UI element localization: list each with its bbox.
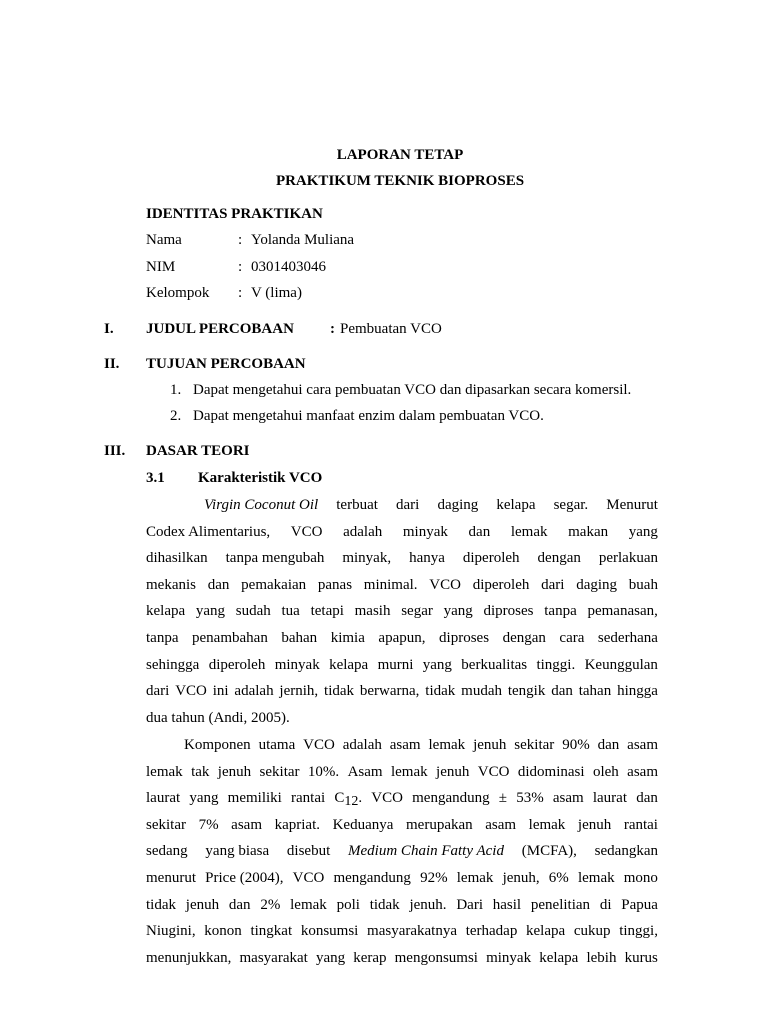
word: lemak [146, 763, 183, 780]
word: konon [204, 923, 242, 940]
word: tidak [369, 896, 400, 913]
word: dari [146, 683, 170, 700]
word: VCO [292, 869, 325, 886]
word: lemak [390, 763, 428, 780]
word: menunjukkan, [146, 949, 232, 966]
word: disebut [286, 843, 331, 860]
word: merupakan [406, 816, 473, 833]
word: didominasi [517, 763, 585, 780]
word: kapriat. [274, 816, 320, 833]
word: makan [568, 523, 609, 540]
word: Niugini, [146, 923, 196, 940]
section-title-tujuan: TUJUAN PERCOBAAN [146, 356, 306, 372]
document-title: LAPORAN TETAP [336, 147, 464, 163]
word: penelitian [530, 896, 591, 913]
word: Codex Alimentarius, [146, 523, 271, 540]
text-line [146, 519, 658, 546]
word: mengandung [412, 790, 490, 807]
word: tidak [425, 683, 456, 700]
word: minyak [402, 523, 448, 540]
word: tingkat [250, 923, 293, 940]
word: jenuh [577, 816, 612, 833]
word: VCO [290, 523, 323, 540]
word: pemanasan, [587, 603, 658, 620]
text-line [146, 652, 658, 679]
word: 53% [516, 790, 544, 807]
word: panas [317, 576, 353, 593]
word: masih [354, 603, 391, 620]
word: asam [627, 737, 658, 753]
word: asam [485, 816, 517, 833]
word: Menurut [606, 497, 658, 513]
list-item-text: Dapat mengetahui manfaat enzim dalam pembuatan VCO. [193, 408, 544, 424]
word: murni [377, 656, 414, 673]
word: laurat [592, 790, 628, 807]
word: kerap [353, 949, 387, 966]
word: memiliki [227, 790, 282, 807]
word: mudah [461, 683, 502, 700]
word: sekitar [146, 816, 186, 833]
word: kelapa [539, 949, 579, 966]
word: bahan [281, 629, 318, 646]
word: sekitar [514, 737, 555, 753]
word: mekanis [146, 576, 196, 593]
word: dan [468, 523, 491, 540]
word: 92% [420, 869, 448, 886]
word: mono [623, 869, 658, 886]
word: diperoleh [472, 576, 530, 593]
word: jenuh. [409, 896, 447, 913]
word: masyarakat [239, 949, 308, 966]
word: hasil [492, 896, 522, 913]
word: lemak [290, 896, 327, 913]
list-item-number: 2. [170, 408, 182, 424]
word: buah [628, 576, 658, 593]
section-title-judul: JUDUL PERCOBAAN [146, 321, 294, 337]
word: Medium Chain Fatty Acid [348, 843, 504, 860]
word: apapun, [378, 629, 426, 646]
word: sekitar [259, 763, 300, 780]
word: VCO [303, 737, 335, 753]
identity-value-nama: Yolanda Muliana [251, 232, 355, 248]
list-item-text: Dapat mengetahui cara pembuatan VCO dan dipasarkan secara komersil. [193, 382, 632, 398]
identity-value-kelompok: V (lima) [251, 285, 302, 301]
word: sedangkan [594, 843, 658, 860]
word: tidak [146, 896, 176, 913]
word: Keunggulan [584, 656, 658, 673]
word: jenuh [436, 763, 470, 780]
text-line [146, 492, 658, 519]
text-line [146, 812, 658, 839]
word: Keduanya [332, 816, 394, 833]
text-line [146, 838, 658, 865]
word: adalah [342, 737, 382, 753]
word: lemak [428, 737, 466, 753]
section-sep: : [330, 321, 335, 337]
identity-label-kelompok: Kelompok [146, 285, 210, 301]
word: adalah [343, 523, 383, 540]
word: kelapa [526, 923, 566, 940]
word: terbuat [336, 497, 378, 513]
word: segar. [553, 497, 589, 513]
subsection-title: Karakteristik VCO [198, 470, 323, 486]
word: tanpa mengubah [225, 550, 325, 567]
word: sudah [235, 603, 271, 620]
word: pemakaian [241, 576, 307, 593]
word: jenuh [473, 737, 507, 753]
word: mengonsumsi [394, 949, 478, 966]
word: lemak [456, 869, 494, 886]
word: kimia [330, 629, 365, 646]
word: VCO [175, 683, 207, 700]
word: menurut [146, 869, 196, 886]
section-number: I. [104, 321, 114, 337]
word: Komponen [184, 737, 251, 753]
word: daging [576, 576, 618, 593]
word: tidak [324, 683, 355, 700]
section-value-judul: Pembuatan VCO [340, 321, 442, 337]
section-title-dasar-teori: DASAR TEORI [146, 443, 250, 459]
word: cara [559, 629, 585, 646]
word: dihasilkan [146, 550, 208, 567]
word: (MCFA), [521, 843, 577, 860]
identity-heading: IDENTITAS PRAKTIKAN [146, 206, 323, 222]
document-subtitle: PRAKTIKUM TEKNIK BIOPROSES [275, 173, 525, 189]
word: lemak [510, 523, 548, 540]
identity-sep: : [238, 232, 243, 248]
word: yang biasa [205, 843, 270, 860]
text-line [146, 892, 658, 919]
word: masyarakatnya [367, 923, 457, 940]
word: mengandung [333, 869, 411, 886]
word: konsumsi [300, 923, 359, 940]
word: Virgin Coconut Oil [204, 497, 319, 513]
identity-label-nim: NIM [146, 259, 176, 275]
word: $C_{12}$. [334, 790, 363, 810]
word: dari [396, 497, 420, 513]
text-line [146, 678, 658, 705]
word: terhadap [465, 923, 518, 940]
word: jernih, [279, 683, 319, 700]
word: VCO [371, 790, 403, 807]
word: tahan [578, 683, 612, 700]
word: tua [281, 603, 300, 620]
word: tak [191, 763, 210, 780]
word: jenuh, [502, 869, 540, 886]
word: cukup [573, 923, 611, 940]
word: dan [597, 737, 620, 753]
section-number: III. [104, 443, 126, 459]
word: minyak, [342, 550, 392, 567]
word: kelapa [146, 603, 186, 620]
word: Papua [621, 896, 658, 913]
word: dan [636, 790, 658, 807]
word: asam [231, 816, 262, 833]
word: minyak [274, 656, 320, 673]
word: Price (2004), [205, 869, 284, 886]
word: yang [189, 790, 219, 807]
word: jenuh [185, 896, 220, 913]
word: rantai [291, 790, 326, 807]
word: yang [315, 949, 346, 966]
word: berwarna, [359, 683, 420, 700]
word: kelapa [496, 497, 536, 513]
word: dan [551, 683, 573, 700]
word: tinggi, [619, 923, 658, 940]
word: Dari [456, 896, 483, 913]
word: yang [195, 603, 226, 620]
word: dengan [502, 629, 546, 646]
word: dua tahun (Andi, 2005). [146, 709, 290, 726]
word: poli [336, 896, 360, 913]
word: VCO [477, 763, 510, 780]
word: 6% [548, 869, 569, 886]
word: yang [628, 523, 658, 540]
word: hanya [409, 550, 445, 567]
word: hingga [617, 683, 658, 700]
word: lemak [528, 816, 566, 833]
identity-sep: : [238, 285, 243, 301]
word: perlakuan [598, 550, 658, 567]
word: dan [228, 896, 251, 913]
word: VCO [429, 576, 461, 593]
word: yang [422, 656, 452, 673]
list-item-number: 1. [170, 382, 182, 398]
subsection-number: 3.1 [146, 470, 165, 486]
word: 2% [260, 896, 281, 913]
text-line [146, 918, 658, 945]
text-line [146, 625, 658, 652]
word: asam [627, 763, 658, 780]
word: 90% [562, 737, 590, 753]
word: tanpa [146, 629, 179, 646]
word: dan [207, 576, 230, 593]
word: penambahan [192, 629, 268, 646]
word: lebih [586, 949, 617, 966]
text-line [146, 705, 658, 732]
word: minyak [486, 949, 532, 966]
word: yang [443, 603, 473, 620]
word: tengik [507, 683, 546, 700]
word: minimal. [363, 576, 418, 593]
word: tanpa [544, 603, 577, 620]
word: kurus [624, 949, 658, 966]
text-line [146, 598, 658, 625]
paragraph-karakteristik [146, 492, 658, 731]
word: asam [389, 737, 421, 753]
word: 10%. [307, 763, 340, 780]
word: jenuh [217, 763, 252, 780]
text-line [146, 865, 658, 892]
word: diperoleh [462, 550, 520, 567]
word: dari [541, 576, 565, 593]
identity-sep: : [238, 259, 243, 275]
word: sedang [146, 843, 188, 860]
word: Asam [347, 763, 383, 780]
word: sehingga [146, 656, 200, 673]
word: rantai [623, 816, 658, 833]
word: tetapi [310, 603, 344, 620]
text-line [146, 785, 658, 812]
word: ini [212, 683, 229, 700]
word: diproses [439, 629, 490, 646]
word: laurat [146, 790, 181, 807]
word: sederhana [597, 629, 658, 646]
word: oleh [592, 763, 619, 780]
word: 7% [198, 816, 219, 833]
word: utama [258, 737, 296, 753]
text-line [146, 759, 658, 786]
word: lemak [577, 869, 615, 886]
word: diproses [483, 603, 534, 620]
paragraph-komponen [146, 732, 658, 971]
word: tinggi. [536, 656, 576, 673]
text-line [146, 572, 658, 599]
text-line [146, 732, 658, 759]
section-number: II. [104, 356, 120, 372]
word: kelapa [329, 656, 369, 673]
word: di [599, 896, 612, 913]
text-line [146, 545, 658, 572]
word: dengan [537, 550, 581, 567]
word: ± [498, 790, 508, 807]
word: segar [401, 603, 433, 620]
identity-value-nim: 0301403046 [251, 259, 326, 275]
word: berkualitas [461, 656, 528, 673]
text-line [146, 945, 658, 972]
word: asam [552, 790, 584, 807]
word: daging [437, 497, 479, 513]
identity-label-nama: Nama [146, 232, 182, 248]
word: adalah [234, 683, 274, 700]
word: diperoleh [208, 656, 266, 673]
